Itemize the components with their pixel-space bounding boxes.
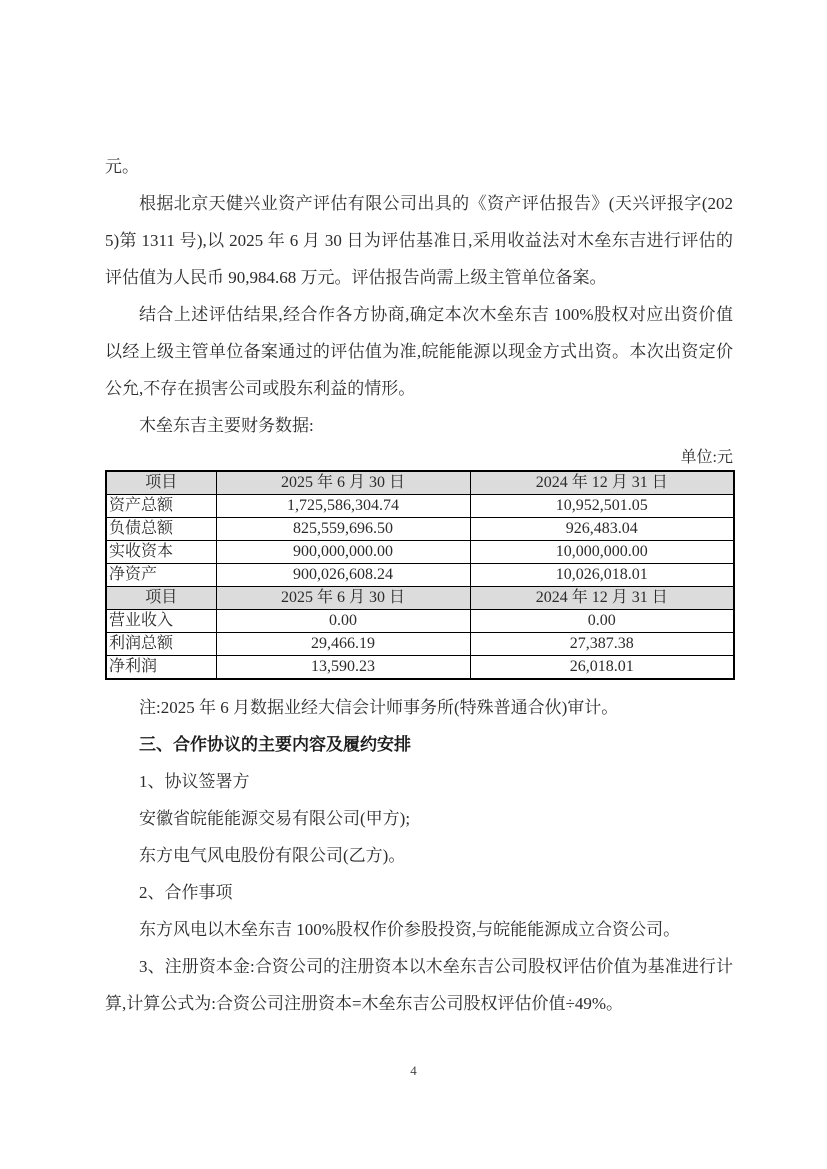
table-row <box>106 656 734 680</box>
header-cell-2025: 2025 年 6 月 30 日 <box>216 587 470 610</box>
cell-item-label: 净利润 <box>106 656 216 680</box>
financial-intro-line: 木垒东吉主要财务数据: <box>139 416 314 435</box>
table-row <box>106 633 734 656</box>
cell-item-label: 营业收入 <box>106 610 216 633</box>
table-row <box>106 564 734 587</box>
table-audit-note: 注:2025 年 6 月数据业经大信会计师事务所(特殊普通合伙)审计。 <box>139 698 619 717</box>
table-row <box>106 518 734 541</box>
party-b-line: 东方电气风电股份有限公司(乙方)。 <box>139 846 406 865</box>
cell-value-2025: 0.00 <box>216 610 470 633</box>
cell-item-label: 净资产 <box>106 564 216 587</box>
cell-value-2025: 13,590.23 <box>216 656 470 680</box>
cell-value-2024: 26,018.01 <box>470 656 734 680</box>
item1-title: 1、协议签署方 <box>139 772 250 791</box>
table-unit-label: 单位:元 <box>680 449 733 466</box>
pricing-paragraph: 结合上述评估结果,经合作各方协商,确定本次木垒东吉 100%股权对应出资价值以经上级主管单位备案通过的评估值为准,皖能能源以现金方式出资。本次出资定价公允,不存在损害公司或股东利益的情形。 <box>105 305 733 398</box>
item2-body: 东方风电以木垒东吉 100%股权作价参股投资,与皖能能源成立合资公司。 <box>139 920 681 939</box>
valuation-paragraph: 根据北京天健兴业资产评估有限公司出具的《资产评估报告》(天兴评报字(2025)第 1311 号),以 2025 年 6 月 30 日为评估基准日,采用收益法对木垒东吉进行评估的评估值为人民币 90,984.68 万元。评估报告尚需上级主管单位备案。 <box>105 194 733 287</box>
cell-value-2024: 0.00 <box>470 610 734 633</box>
party-a-line: 安徽省皖能能源交易有限公司(甲方); <box>139 809 411 828</box>
table-header-row <box>106 587 734 610</box>
cell-item-label: 利润总额 <box>106 633 216 656</box>
cell-value-2024: 926,483.04 <box>470 518 734 541</box>
cell-item-label: 负债总额 <box>106 518 216 541</box>
section3-heading: 三、合作协议的主要内容及履约安排 <box>139 735 411 754</box>
header-cell-2024: 2024 年 12 月 31 日 <box>470 471 734 495</box>
header-cell-item: 项目 <box>106 587 216 610</box>
cell-value-2025: 825,559,696.50 <box>216 518 470 541</box>
cell-item-label: 实收资本 <box>106 541 216 564</box>
cell-value-2024: 10,952,501.05 <box>470 495 734 518</box>
cell-value-2025: 29,466.19 <box>216 633 470 656</box>
header-cell-item: 项目 <box>106 471 216 495</box>
cell-value-2025: 900,000,000.00 <box>216 541 470 564</box>
table-row <box>106 541 734 564</box>
cell-value-2025: 1,725,586,304.74 <box>216 495 470 518</box>
page-number: 4 <box>410 1063 417 1078</box>
header-cell-2024: 2024 年 12 月 31 日 <box>470 587 734 610</box>
table-header-row <box>106 471 734 495</box>
cell-item-label: 资产总额 <box>106 495 216 518</box>
item3-body: 3、注册资本金:合资公司的注册资本以木垒东吉公司股权评估价值为基准进行计算,计算公式为:合资公司注册资本=木垒东吉公司股权评估价值÷49%。 <box>105 957 733 1013</box>
carryover-line: 元。 <box>105 157 139 176</box>
document-content <box>105 0 733 1022</box>
cell-value-2024: 10,026,018.01 <box>470 564 734 587</box>
header-cell-2025: 2025 年 6 月 30 日 <box>216 471 470 495</box>
table-row <box>106 495 734 518</box>
financial-data-table <box>105 470 735 680</box>
cell-value-2024: 10,000,000.00 <box>470 541 734 564</box>
table-row <box>106 610 734 633</box>
cell-value-2025: 900,026,608.24 <box>216 564 470 587</box>
cell-value-2024: 27,387.38 <box>470 633 734 656</box>
item2-title: 2、合作事项 <box>139 883 233 902</box>
